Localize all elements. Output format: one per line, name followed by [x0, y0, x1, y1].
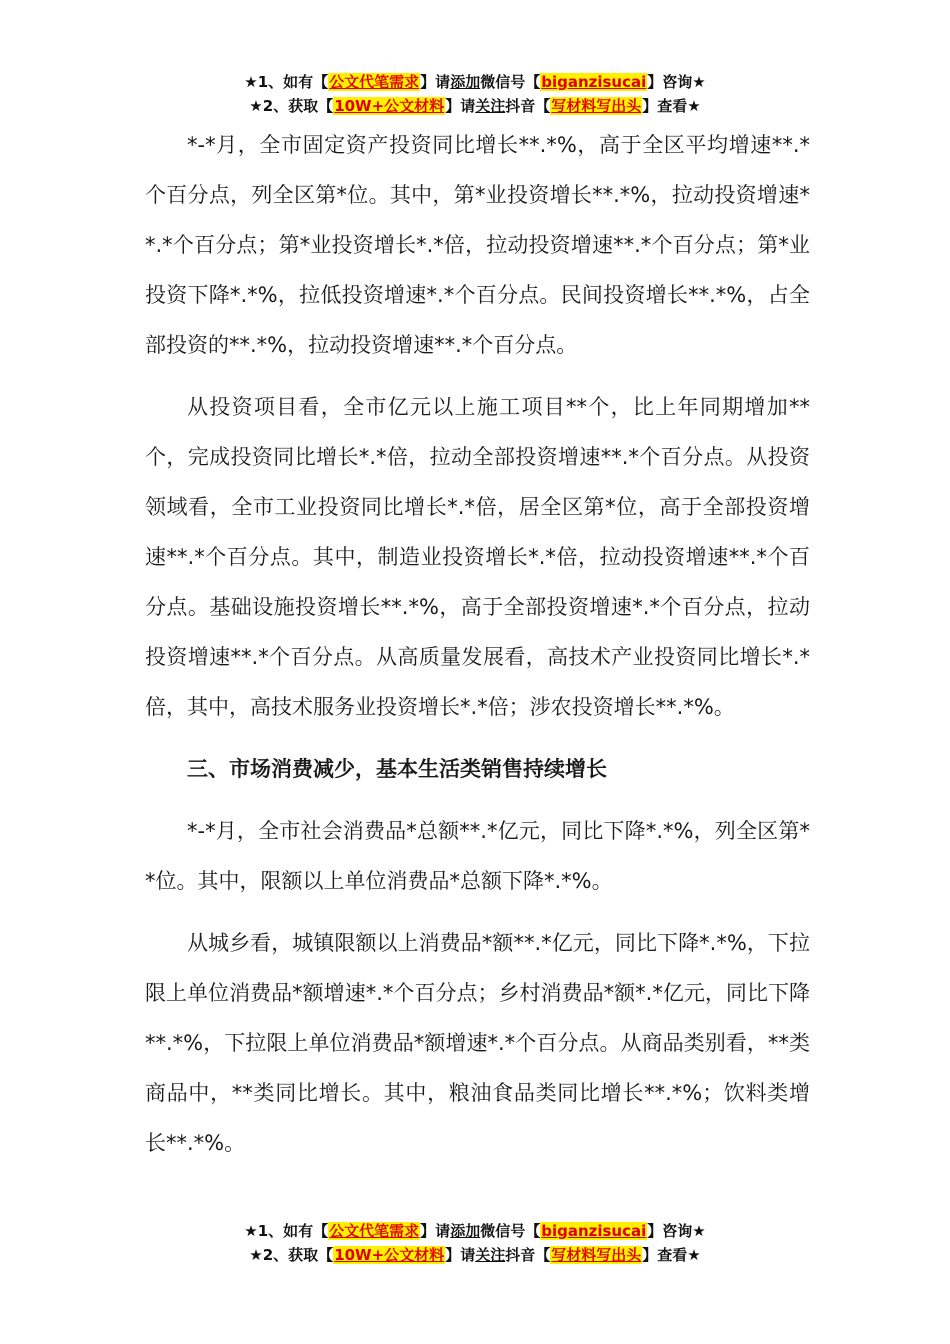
banner-text: 】请 — [420, 73, 451, 91]
banner-underline: 添加 — [450, 1222, 481, 1240]
paragraph: 从城乡看，城镇限额以上消费品*额**.*亿元，同比下降*.*%，下拉限上单位消费品*额增速*.*个百分点；乡村消费品*额*.*亿元，同比下降**.*%，下拉限上单位消费品*额增速*.*个百分点。从商品类别看，**类商品中，**类同比增长。其中，粮油食品类同比增长**.*%；饮料类增长**.*%。 — [145, 931, 810, 1155]
banner-highlight: biganzisucai — [541, 73, 647, 91]
banner-highlight: 写材料写出头 — [551, 97, 642, 115]
paragraph: *-*月，全市固定资产投资同比增长**.*%，高于全区平均增速**.*个百分点，列全区第*位。其中，第*业投资增长**.*%，拉动投资增速**.*个百分点；第*业投资增长*.*倍，拉动投资增速**.*个百分点；第*业投资下降*.*%，拉低投资增速*.*个百分点。民间投资增长**.*%，占全部投资的**.*%，拉动投资增速**.*个百分点。 — [145, 133, 810, 357]
banner-text: 】请 — [420, 1222, 451, 1240]
banner-text: 】咨询★ — [647, 1222, 706, 1240]
header-banner — [0, 70, 950, 118]
paragraph: *-*月，全市社会消费品*总额**.*亿元，同比下降*.*%，列全区第**位。其中，限额以上单位消费品*总额下降*.*%。 — [145, 819, 810, 893]
banner-highlight: 公文代笔需求 — [329, 1222, 420, 1240]
paragraph: 从投资项目看，全市亿元以上施工项目**个，比上年同期增加**个，完成投资同比增长*.*倍，拉动全部投资增速**.*个百分点。从投资领域看，全市工业投资同比增长*.*倍，居全区第*位，高于全部投资增速**.*个百分点。其中，制造业投资增长*.*倍，拉动投资增速**.*个百分点。基础设施投资增长**.*%，高于全部投资增速*.*个百分点，拉动投资增速**.*个百分点。从高质量发展看，高技术产业投资同比增长*.*倍，其中，高技术服务业投资增长*.*倍；涉农投资增长**.*%。 — [145, 395, 810, 719]
banner-underline: 关注 — [475, 97, 506, 115]
section-heading: 三、市场消费减少，基本生活类销售持续增长 — [187, 757, 607, 781]
banner-text: 抖音【 — [505, 97, 551, 115]
banner-line-2 — [0, 1243, 950, 1267]
banner-highlight: 公文代笔需求 — [329, 73, 420, 91]
banner-text: 】咨询★ — [647, 73, 706, 91]
banner-text: 】查看★ — [642, 97, 701, 115]
banner-text: ★2、获取【 — [249, 97, 334, 115]
banner-text: ★1、如有【 — [244, 73, 329, 91]
banner-line-2 — [0, 94, 950, 118]
document-body — [145, 120, 810, 1180]
banner-line-1 — [0, 1219, 950, 1243]
banner-highlight: 写材料写出头 — [551, 1246, 642, 1264]
banner-underline: 添加 — [450, 73, 481, 91]
banner-text: ★1、如有【 — [244, 1222, 329, 1240]
banner-text: 】请 — [445, 97, 476, 115]
banner-text: 】查看★ — [642, 1246, 701, 1264]
banner-highlight: biganzisucai — [541, 1222, 647, 1240]
banner-text: 微信号【 — [480, 73, 541, 91]
banner-text: 抖音【 — [505, 1246, 551, 1264]
banner-underline: 关注 — [475, 1246, 506, 1264]
banner-line-1 — [0, 70, 950, 94]
footer-banner — [0, 1219, 950, 1267]
banner-text: ★2、获取【 — [249, 1246, 334, 1264]
banner-highlight: 10W+公文材料 — [334, 1246, 445, 1264]
banner-text: 】请 — [445, 1246, 476, 1264]
banner-highlight: 10W+公文材料 — [334, 97, 445, 115]
banner-text: 微信号【 — [480, 1222, 541, 1240]
